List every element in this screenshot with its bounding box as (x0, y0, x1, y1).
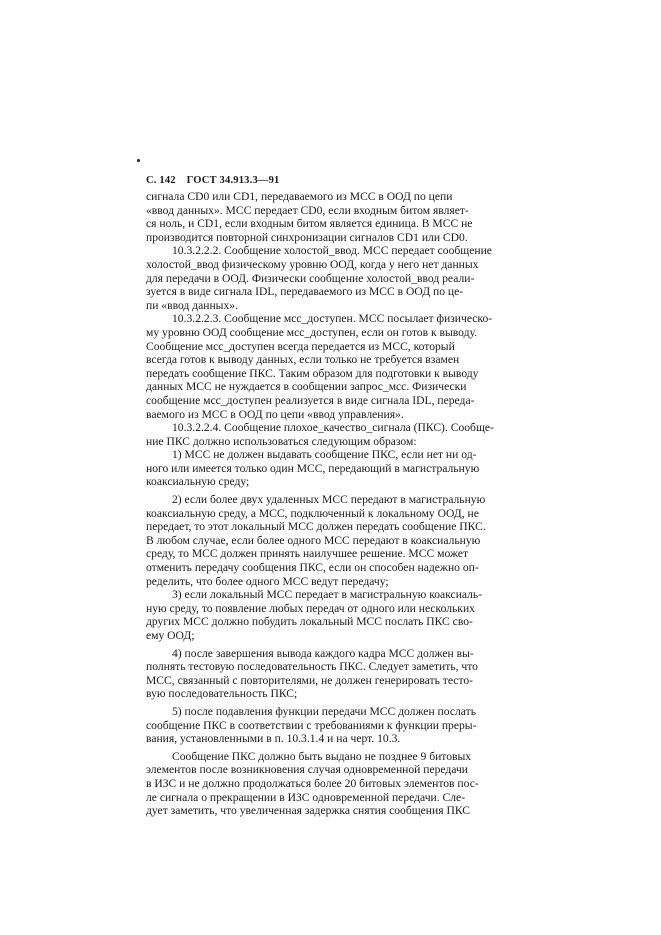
text-line: вания, установленными в п. 10.3.1.4 и на черт. 10.3. (146, 732, 401, 746)
text-line: холостой_ввод физическому уровню ООД, когда у него нет данных (146, 257, 479, 271)
text-line: передает, то этот локальный МСС должен передать сообщение ПКС. (146, 520, 486, 534)
text-line: вую последовательность ПКС; (146, 687, 298, 701)
page-number: С. 142 (146, 175, 176, 186)
text-line: ние ПКС должно использоваться следующим образом: (146, 434, 417, 448)
text-line: для передачи в ООД. Физически сообщение холостой_ввод реали- (146, 271, 475, 285)
text-line: 10.3.2.2.4. Сообщение плохое_качество_сигнала (ПКС). Сообще- (172, 421, 494, 435)
text-line: 10.3.2.2.3. Сообщение мсс_доступен. МСС посылает физическо- (172, 312, 493, 326)
text-line: сообщение ПКС в соответствии с требованиями к функции преры- (146, 718, 477, 732)
list-item-line: 3) если локальный МСС передает в магистральную коаксиаль- (172, 588, 483, 602)
text-line: других МСС должно побудить локальный МСС послать ПКС сво- (146, 615, 473, 629)
text-line: ся ноль, и CD1, если входным битом является единица. В МСС не (146, 217, 473, 231)
text-line: ему ООД; (146, 629, 195, 642)
page-header (146, 175, 288, 186)
text-line: ваемого из МСС в ООД по цепи «ввод управления». (146, 407, 404, 421)
text-line: му уровню ООД сообщение мсс_доступен, если он готов к выводу. (146, 325, 478, 339)
text-line: «ввод данных». МСС передает CD0, если входным битом являет- (146, 203, 469, 217)
text-line: в ИЗС и не должно продолжаться более 20 битовых элементов пос- (146, 776, 479, 790)
standard-code: ГОСТ 34.913.3—91 (186, 175, 280, 186)
text-line: Сообщение ПКС должно быть выдано не позднее 9 битовых (172, 749, 472, 763)
text-line: отменить передачу сообщения ПКС, если он способен надежно оп- (146, 561, 479, 575)
document-body (146, 190, 522, 818)
text-line: производится повторной синхронизации сигналов CD1 или CD0. (146, 230, 468, 244)
text-line: всегда готов к выводу данных, если только не требуется взамен (146, 353, 460, 367)
list-item-line: 5) после подавления функции передачи МСС должен послать (172, 704, 476, 718)
text-line: 10.3.2.2.2. Сообщение холостой_ввод. МСС передает сообщение (172, 244, 492, 258)
text-line: Сообщение мсс_доступен всегда передается из МСС, который (146, 339, 455, 353)
text-line: сигнала CD0 или CD1, передаваемого из МСС в ООД по цепи (146, 190, 453, 203)
text-line: коаксиальную среду, а МСС, подключенный к локальному ООД, не (146, 506, 479, 520)
text-line: сообщение мсс_доступен реализуется в виде сигнала IDL, переда- (146, 393, 475, 407)
text-line: полнять тестовую последовательность ПКС. Следует заметить, что (146, 660, 478, 674)
text-line: передать сообщение ПКС. Таким образом для подготовки к выводу (146, 366, 479, 380)
text-line: среду, то МСС должен принять наилучшее решение. МСС может (146, 547, 469, 561)
text-line: ределить, что более одного МСС ведут передачу; (146, 574, 389, 588)
list-item-line: 2) если более двух удаленных МСС передают в магистральную (172, 493, 486, 507)
text-line: МСС, связанный с повторителями, не должен генерировать тесто- (146, 673, 474, 687)
text-line: данных МСС не нуждается в сообщении запрос_мсс. Физически (146, 380, 467, 394)
list-item-line: 4) после завершения вывода каждого кадра МСС должен вы- (172, 646, 474, 660)
text-line: ного или имеется только один МСС, передающий в магистральную (146, 461, 480, 475)
text-line: пи «ввод данных». (146, 298, 238, 312)
text-line: элементов после возникновения случая одновременной передачи (146, 763, 469, 777)
text-line: коаксиальную среду; (146, 475, 250, 489)
speck-mark (137, 159, 140, 162)
text-line: ную среду, то появление любых передач от одного или нескольких (146, 601, 475, 615)
list-item-line: 1) МСС не должен выдавать сообщение ПКС, если нет ни од- (172, 448, 477, 462)
text-line: В любом случае, если более одного МСС передают в коаксиальную (146, 533, 481, 547)
text-line: зуется в виде сигнала IDL, передаваемого из МСС в ООД по це- (146, 285, 464, 299)
text-line: дует заметить, что увеличенная задержка снятия сообщения ПКС (146, 804, 470, 818)
text-line: ле сигнала о прекращении в ИЗС одновременной передачи. Сле- (146, 790, 466, 804)
